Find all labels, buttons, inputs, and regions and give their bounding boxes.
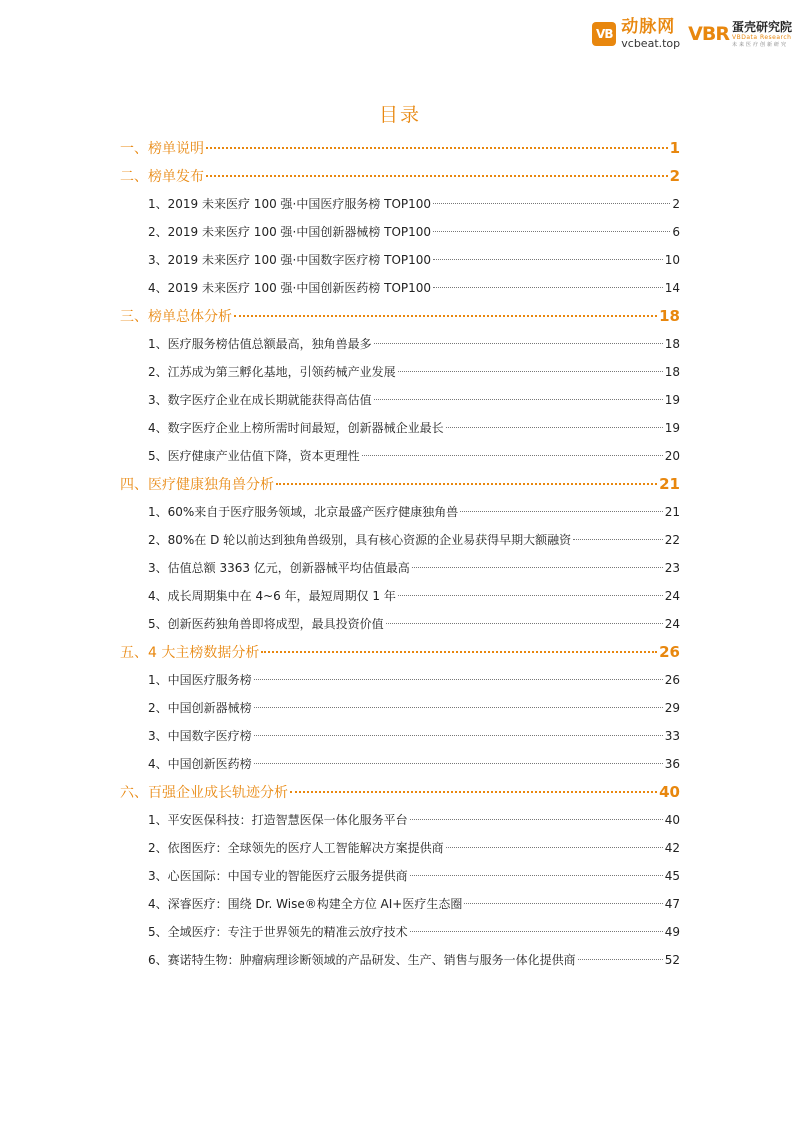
toc-dot-leader [578, 959, 663, 960]
toc-dot-leader [261, 651, 657, 653]
toc-entry-label: 3、2019 未来医疗 100 强·中国数字医疗榜 TOP100 [148, 253, 432, 267]
toc-subsection-entry[interactable] [120, 722, 680, 750]
toc-subsection-entry[interactable] [120, 218, 680, 246]
toc-page-number: 19 [664, 393, 680, 407]
toc-entry-label: 1、医疗服务榜估值总额最高，独角兽最多 [148, 337, 372, 351]
toc-page-number: 49 [664, 925, 680, 939]
toc-subsection-entry[interactable] [120, 890, 680, 918]
toc-subsection-entry[interactable] [120, 806, 680, 834]
toc-page-number: 52 [664, 953, 680, 967]
vcbeat-logo-url: vcbeat.top [621, 37, 681, 50]
toc-section-entry[interactable] [120, 638, 680, 666]
toc-subsection-entry[interactable] [120, 414, 680, 442]
toc-dot-leader [254, 763, 663, 764]
toc-dot-leader [374, 343, 663, 344]
toc-subsection-entry[interactable] [120, 750, 680, 778]
toc-entry-label: 四、医疗健康独角兽分析 [120, 477, 274, 493]
toc-section-entry[interactable] [120, 134, 680, 162]
toc-dot-leader [433, 287, 663, 288]
toc-entry-label: 6、赛诺特生物：肿瘤病理诊断领域的产品研发、生产、销售与服务一体化提供商 [148, 953, 576, 967]
toc-entry-label: 4、深睿医疗：围绕 Dr. Wise®构建全方位 AI+医疗生态圈 [148, 897, 463, 911]
toc-subsection-entry[interactable] [120, 918, 680, 946]
toc-section-entry[interactable] [120, 302, 680, 330]
toc-page-number: 24 [664, 617, 680, 631]
toc-page-number: 18 [664, 337, 680, 351]
toc-section-entry[interactable] [120, 470, 680, 498]
toc-dot-leader [460, 511, 662, 512]
toc-subsection-entry[interactable] [120, 386, 680, 414]
toc-page-number: 18 [659, 307, 680, 325]
vbdata-logo [688, 21, 792, 48]
toc-dot-leader [234, 315, 657, 317]
toc-subsection-entry[interactable] [120, 246, 680, 274]
toc-entry-label: 1、平安医保科技：打造智慧医保一体化服务平台 [148, 813, 408, 827]
toc-subsection-entry[interactable] [120, 610, 680, 638]
table-of-contents [120, 134, 680, 974]
header-logos [592, 14, 792, 54]
toc-dot-leader [410, 931, 663, 932]
toc-dot-leader [573, 539, 663, 540]
toc-subsection-entry[interactable] [120, 946, 680, 974]
toc-page-number: 24 [664, 589, 680, 603]
vbdata-logo-cn: 蛋壳研究院 [731, 19, 792, 34]
toc-entry-label: 3、估值总额 3363 亿元，创新器械平均估值最高 [148, 561, 410, 575]
toc-subsection-entry[interactable] [120, 862, 680, 890]
vbdata-logo-sub: 未来医疗创新研究 [731, 41, 788, 48]
toc-dot-leader [433, 259, 663, 260]
toc-page-number: 29 [664, 701, 680, 715]
toc-entry-label: 4、数字医疗企业上榜所需时间最短，创新器械企业最长 [148, 421, 444, 435]
toc-entry-label: 4、中国创新医药榜 [148, 757, 252, 771]
toc-dot-leader [374, 399, 663, 400]
toc-entry-label: 1、60%来自于医疗服务领域，北京最盛产医疗健康独角兽 [148, 505, 459, 519]
toc-page-number: 47 [664, 897, 680, 911]
toc-dot-leader [410, 819, 663, 820]
toc-page-number: 21 [659, 475, 680, 493]
toc-entry-label: 五、4 大主榜数据分析 [120, 645, 260, 661]
toc-page-number: 6 [672, 225, 680, 239]
toc-dot-leader [398, 371, 663, 372]
toc-entry-label: 2、依图医疗：全球领先的医疗人工智能解决方案提供商 [148, 841, 444, 855]
toc-subsection-entry[interactable] [120, 330, 680, 358]
toc-subsection-entry[interactable] [120, 526, 680, 554]
toc-dot-leader [290, 791, 657, 793]
toc-subsection-entry[interactable] [120, 834, 680, 862]
vcbeat-logo [592, 19, 680, 49]
toc-entry-label: 2、2019 未来医疗 100 强·中国创新器械榜 TOP100 [148, 225, 432, 239]
toc-subsection-entry[interactable] [120, 694, 680, 722]
page-title: 目录 [378, 104, 421, 126]
toc-page-number: 14 [664, 281, 680, 295]
toc-subsection-entry[interactable] [120, 274, 680, 302]
toc-page-number: 26 [659, 643, 680, 661]
toc-page-number: 18 [664, 365, 680, 379]
toc-page-number: 2 [672, 197, 680, 211]
toc-dot-leader [433, 231, 670, 232]
toc-page-number: 26 [664, 673, 680, 687]
toc-page-number: 22 [664, 533, 680, 547]
vbdata-logo-icon: VBR [688, 23, 729, 45]
toc-page-number: 21 [664, 505, 680, 519]
toc-dot-leader [254, 707, 663, 708]
toc-page-number: 40 [659, 783, 680, 801]
toc-entry-label: 三、榜单总体分析 [120, 309, 232, 325]
toc-page-number: 42 [664, 841, 680, 855]
toc-entry-label: 4、2019 未来医疗 100 强·中国创新医药榜 TOP100 [148, 281, 432, 295]
toc-entry-label: 1、2019 未来医疗 100 强·中国医疗服务榜 TOP100 [148, 197, 432, 211]
vbdata-logo-en: VBData Research [731, 33, 792, 41]
toc-entry-label: 六、百强企业成长轨迹分析 [120, 785, 288, 801]
toc-section-entry[interactable] [120, 162, 680, 190]
toc-subsection-entry[interactable] [120, 190, 680, 218]
toc-dot-leader [446, 427, 663, 428]
toc-entry-label: 5、医疗健康产业估值下降，资本更理性 [148, 449, 360, 463]
toc-entry-label: 3、心医国际：中国专业的智能医疗云服务提供商 [148, 869, 408, 883]
toc-page-number: 36 [664, 757, 680, 771]
toc-entry-label: 3、数字医疗企业在成长期就能获得高估值 [148, 393, 372, 407]
toc-dot-leader [276, 483, 657, 485]
toc-page-number: 10 [664, 253, 680, 267]
vcbeat-logo-icon: VB [592, 22, 616, 46]
toc-dot-leader [410, 875, 663, 876]
toc-entry-label: 一、榜单说明 [120, 141, 204, 157]
toc-page-number: 2 [669, 167, 680, 185]
toc-dot-leader [412, 567, 663, 568]
toc-dot-leader [206, 147, 668, 149]
toc-dot-leader [398, 595, 663, 596]
toc-page-number: 20 [664, 449, 680, 463]
toc-dot-leader [446, 847, 663, 848]
toc-subsection-entry[interactable] [120, 442, 680, 470]
toc-entry-label: 5、全域医疗：专注于世界领先的精准云放疗技术 [148, 925, 408, 939]
toc-entry-label: 5、创新医药独角兽即将成型，最具投资价值 [148, 617, 384, 631]
toc-dot-leader [254, 679, 663, 680]
toc-entry-label: 3、中国数字医疗榜 [148, 729, 252, 743]
toc-subsection-entry[interactable] [120, 498, 680, 526]
toc-subsection-entry[interactable] [120, 582, 680, 610]
toc-page-number: 23 [664, 561, 680, 575]
toc-dot-leader [206, 175, 668, 177]
toc-entry-label: 4、成长周期集中在 4~6 年，最短周期仅 1 年 [148, 589, 396, 603]
toc-page-number: 33 [664, 729, 680, 743]
toc-entry-label: 2、80%在 D 轮以前达到独角兽级别，具有核心资源的企业易获得早期大额融资 [148, 533, 572, 547]
toc-section-entry[interactable] [120, 778, 680, 806]
toc-dot-leader [464, 903, 662, 904]
toc-entry-label: 1、中国医疗服务榜 [148, 673, 252, 687]
toc-subsection-entry[interactable] [120, 554, 680, 582]
toc-entry-label: 二、榜单发布 [120, 169, 204, 185]
toc-entry-label: 2、江苏成为第三孵化基地，引领药械产业发展 [148, 365, 396, 379]
toc-subsection-entry[interactable] [120, 666, 680, 694]
toc-dot-leader [362, 455, 663, 456]
toc-dot-leader [254, 735, 663, 736]
toc-subsection-entry[interactable] [120, 358, 680, 386]
vcbeat-logo-cn: 动脉网 [621, 17, 676, 37]
toc-page-number: 19 [664, 421, 680, 435]
toc-page-number: 40 [664, 813, 680, 827]
toc-page-number: 1 [669, 139, 680, 157]
toc-entry-label: 2、中国创新器械榜 [148, 701, 252, 715]
toc-dot-leader [386, 623, 663, 624]
toc-page-number: 45 [664, 869, 680, 883]
toc-dot-leader [433, 203, 670, 204]
